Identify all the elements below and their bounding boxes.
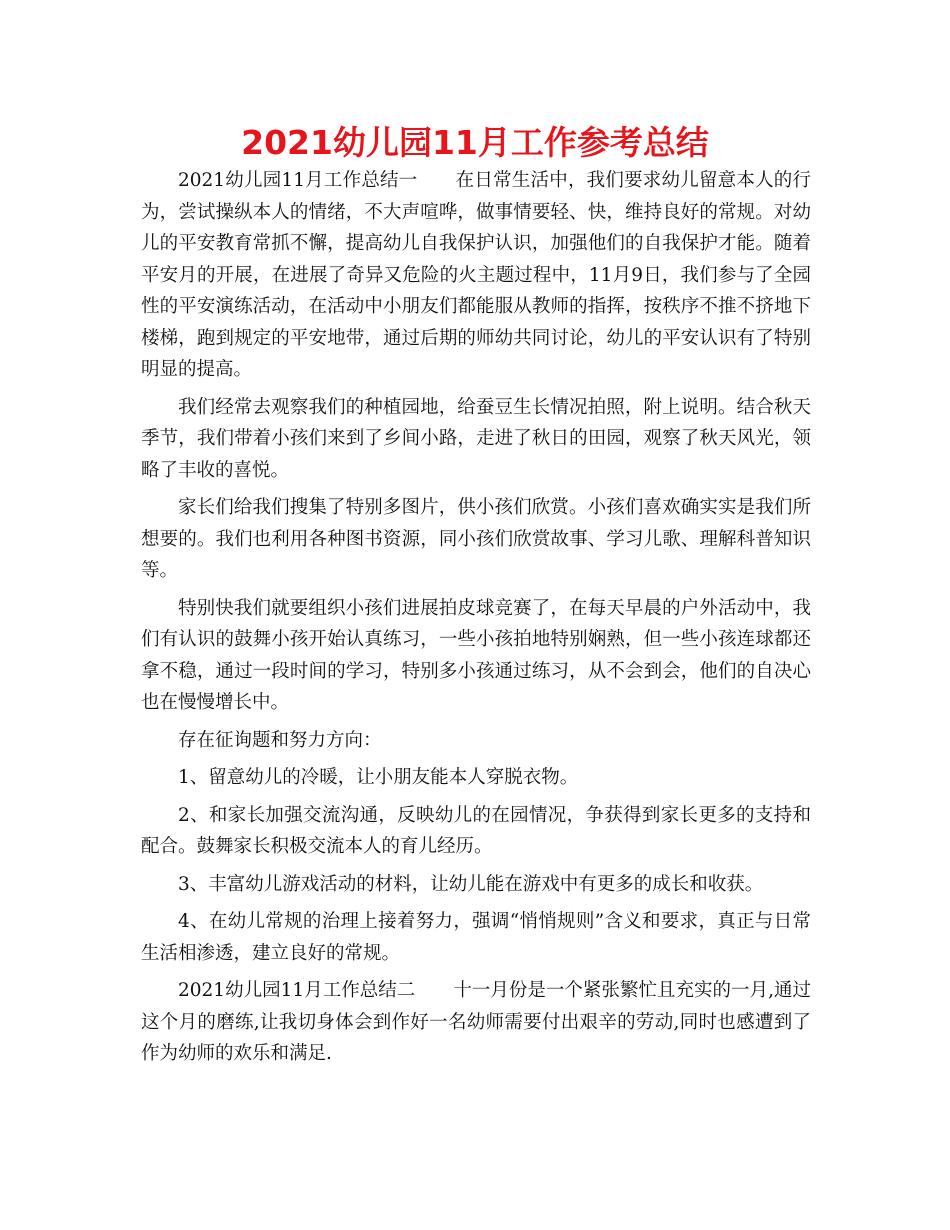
section-heading-2: 2021幼儿园11月工作总结二	[178, 980, 416, 1001]
paragraph-10-text: 十一月份是一个紧张繁忙且充实的一月,通过这个月的磨练,让我切身体会到作好一名幼师需要付出艰辛的劳动,同时也感遭到了作为幼师的欢乐和满足.	[141, 980, 811, 1064]
document-title: 2021幼儿园11月工作参考总结	[241, 123, 709, 162]
paragraph-3: 家长们给我们搜集了特别多图片，供小孩们欣赏。小孩们喜欢确实实是我们所想要的。我们也利用各种图书资源，同小孩们欣赏故事、学习儿歌、理解科普知识等。	[141, 497, 811, 581]
paragraph-2: 我们经常去观察我们的种植园地，给蚕豆生长情况拍照，附上说明。结合秋天季节，我们带着小孩们来到了乡间小路，走进了秋日的田园，观察了秋天风光，领略了丰收的喜悦。	[141, 396, 811, 481]
paragraph-1	[141, 165, 811, 386]
paragraph-4: 特别快我们就要组织小孩们进展拍皮球竞赛了，在每天早晨的户外活动中，我们有认识的鼓舞小孩开始认真练习，一些小孩拍地特别娴熟，但一些小孩连球都还拿不稳，通过一段时间的学习，特别多小孩通过练习，从不会到会，他们的自决心也在慢慢增长中。	[141, 597, 811, 713]
list-item-1: 1、留意幼儿的冷暖，让小朋友能本人穿脱衣物。	[178, 767, 579, 788]
paragraph-10	[141, 975, 811, 1070]
section-heading-1: 2021幼儿园11月工作总结一	[178, 170, 418, 191]
paragraph-5: 存在征询题和努力方向：	[178, 729, 382, 751]
document-body	[141, 165, 811, 1076]
list-item-3: 3、丰富幼儿游戏活动的材料，让幼儿能在游戏中有更多的成长和收获。	[178, 873, 764, 895]
list-item-2: 2、和家长加强交流沟通，反映幼儿的在园情况，争获得到家长更多的支持和配合。鼓舞家长积极交流本人的育儿经历。	[141, 804, 811, 857]
list-item-4: 4、在幼儿常规的治理上接着努力，强调“悄悄规则”含义和要求，真正与日常生活相渗透，建立良好的常规。	[141, 911, 811, 964]
paragraph-1-text: 在日常生活中，我们要求幼儿留意本人的行为，尝试操纵本人的情绪，不大声喧哗，做事情要轻、快，维持良好的常规。对幼儿的平安教育常抓不懈，提高幼儿自我保护认识，加强他们的自我保护才能。随着平安月的开展，在进展了奇异又危险的火主题过程中，11月9日，我们参与了全园性的平安演练活动，在活动中小朋友们都能服从教师的指挥，按秩序不推不挤地下楼梯，跑到规定的平安地带，通过后期的师幼共同讨论，幼儿的平安认识有了特别明显的提高。	[141, 170, 811, 380]
